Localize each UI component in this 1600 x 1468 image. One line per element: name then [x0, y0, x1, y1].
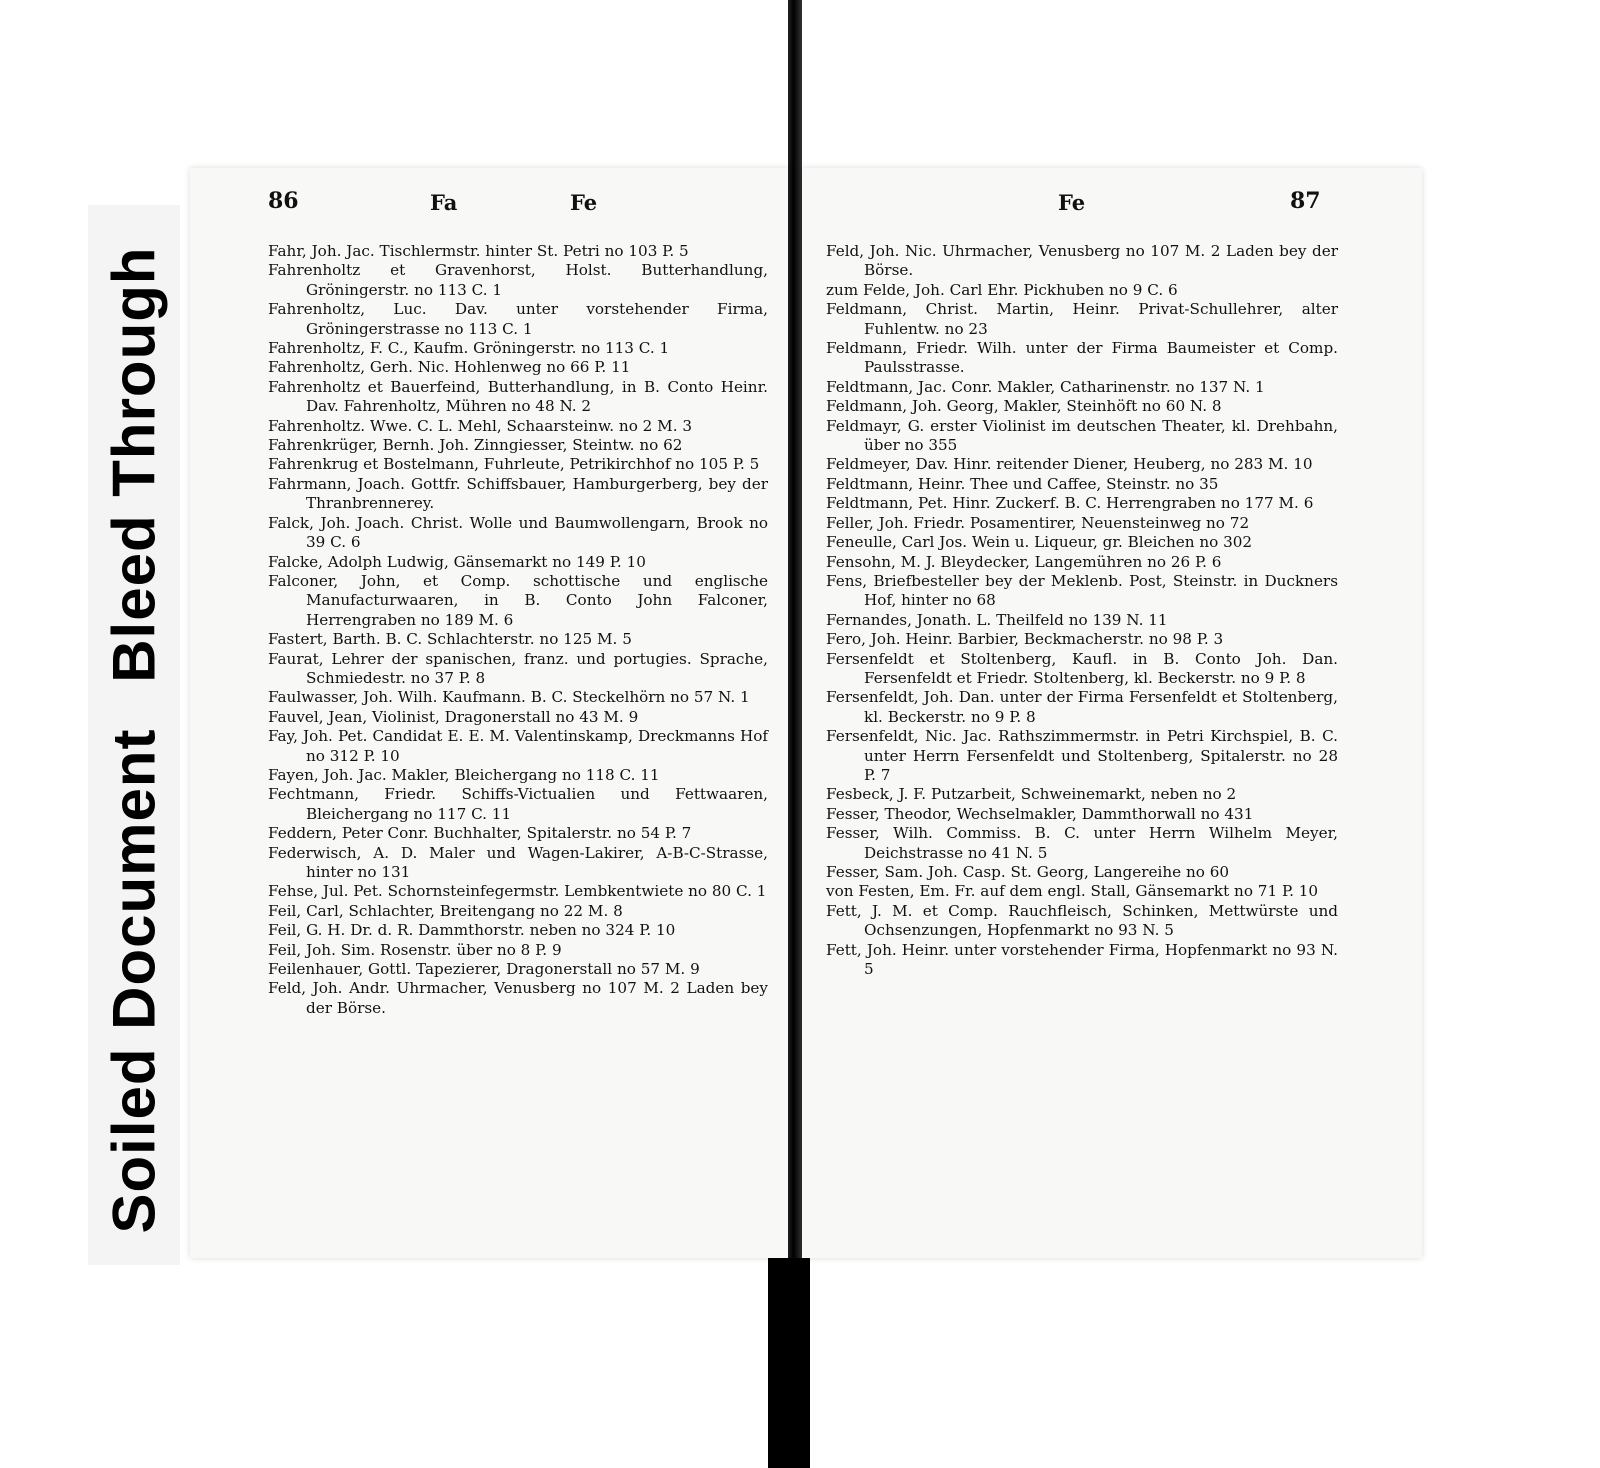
- soiled-document-stamp: [100, 232, 169, 1247]
- directory-entry: Feld, Joh. Andr. Uhrmacher, Venusberg no 107 M. 2 Laden bey der Börse.: [268, 979, 768, 1017]
- directory-entry: Feldmeyer, Dav. Hinr. reitender Diener, Heuberg, no 283 M. 10: [826, 455, 1313, 474]
- directory-entry: Faulwasser, Joh. Wilh. Kaufmann. B. C. Steckelhörn no 57 N. 1: [268, 688, 750, 707]
- directory-entry: Feldmayr, G. erster Violinist im deutschen Theater, kl. Drehbahn, über no 355: [826, 416, 1338, 455]
- directory-entry: Faurat, Lehrer der spanischen, franz. und portugies. Sprache, Schmiedestr. no 37 P. 8: [268, 649, 768, 687]
- directory-entry: Falcke, Adolph Ludwig, Gänsemarkt no 149 P. 10: [268, 552, 646, 571]
- directory-entry: Feil, Joh. Sim. Rosenstr. über no 8 P. 9: [268, 940, 562, 959]
- directory-entry: Fesbeck, J. F. Putzarbeit, Schweinemarkt, neben no 2: [826, 785, 1237, 804]
- directory-entry: Fett, Joh. Heinr. unter vorstehender Firma, Hopfenmarkt no 93 N. 5: [826, 940, 1338, 979]
- directory-entry: Feilenhauer, Gottl. Tapezierer, Dragonerstall no 57 M. 9: [268, 960, 700, 979]
- page-number: 87: [1290, 188, 1321, 214]
- directory-entry: Fersenfeldt et Stoltenberg, Kaufl. in B. Conto Joh. Dan. Fersenfeldt et Friedr. Stoltenberg, kl. Beckerstr. no 9 P. 8: [826, 649, 1338, 687]
- directory-entry: Fahrenholtz, Luc. Dav. unter vorstehender Firma, Gröningerstrasse no 113 C. 1: [268, 300, 768, 338]
- directory-entry: von Festen, Em. Fr. auf dem engl. Stall, Gänsemarkt no 71 P. 10: [826, 882, 1319, 901]
- stamp-line-1: Soiled Document: [100, 728, 168, 1234]
- directory-entry: Fensohn, M. J. Bleydecker, Langemühren no 26 P. 6: [826, 552, 1222, 571]
- directory-entry: Feil, G. H. Dr. d. R. Dammthorstr. neben no 324 P. 10: [268, 921, 676, 940]
- directory-entry: Feller, Joh. Friedr. Posamentirer, Neuensteinweg no 72: [826, 513, 1250, 532]
- directory-entry-list: [826, 242, 1338, 979]
- directory-entry: Federwisch, A. D. Maler und Wagen-Lakirer, A-B-C-Strasse, hinter no 131: [268, 843, 768, 881]
- directory-entry: Fahrmann, Joach. Gottfr. Schiffsbauer, Hamburgerberg, bey der Thranbrennerey.: [268, 474, 768, 513]
- directory-entry: Falck, Joh. Joach. Christ. Wolle und Baumwollengarn, Brook no 39 C. 6: [268, 513, 768, 552]
- directory-entry: Fesser, Sam. Joh. Casp. St. Georg, Langereihe no 60: [826, 863, 1230, 881]
- header-letters: Fe: [1058, 190, 1086, 215]
- directory-entry: Fastert, Barth. B. C. Schlachterstr. no 125 M. 5: [268, 630, 632, 649]
- directory-entry: Fayen, Joh. Jac. Makler, Bleichergang no 118 C. 11: [268, 765, 660, 784]
- directory-entry: Fahrenkrüger, Bernh. Joh. Zinngiesser, Steintw. no 62: [268, 436, 683, 455]
- directory-entry: Feld, Joh. Nic. Uhrmacher, Venusberg no 107 M. 2 Laden bey der Börse.: [826, 242, 1338, 280]
- directory-entry: Fahrenholtz et Gravenhorst, Holst. Butterhandlung, Gröningerstr. no 113 C. 1: [268, 261, 768, 299]
- directory-entry: Fernandes, Jonath. L. Theilfeld no 139 N. 11: [826, 610, 1168, 629]
- directory-entry: Fens, Briefbesteller bey der Meklenb. Post, Steinstr. in Duckners Hof, hinter no 68: [826, 571, 1338, 610]
- directory-entry: Feldtmann, Jac. Conr. Makler, Catharinenstr. no 137 N. 1: [826, 377, 1265, 396]
- directory-entry: Feldtmann, Heinr. Thee und Caffee, Steinstr. no 35: [826, 474, 1219, 493]
- directory-entry: Feneulle, Carl Jos. Wein u. Liqueur, gr. Bleichen no 302: [826, 533, 1253, 552]
- directory-entry: Fahrenholtz, F. C., Kaufm. Gröningerstr. no 113 C. 1: [268, 339, 670, 358]
- directory-entry: Fehse, Jul. Pet. Schornsteinfegermstr. Lembkentwiete no 80 C. 1: [268, 882, 767, 901]
- stamp-line-2: Bleed Through: [100, 246, 168, 683]
- right-page: [802, 168, 1422, 1258]
- directory-entry: Feldmann, Friedr. Wilh. unter der Firma Baumeister et Comp. Paulsstrasse.: [826, 339, 1338, 377]
- directory-entry: Feldtmann, Pet. Hinr. Zuckerf. B. C. Herrengraben no 177 M. 6: [826, 494, 1314, 513]
- directory-entry: Fauvel, Jean, Violinist, Dragonerstall no 43 M. 9: [268, 707, 639, 726]
- left-page-header: [190, 188, 788, 218]
- directory-entry: Fahr, Joh. Jac. Tischlermstr. hinter St. Petri no 103 P. 5: [268, 242, 689, 260]
- directory-entry: Fesser, Theodor, Wechselmakler, Dammthorwall no 431: [826, 804, 1254, 823]
- directory-entry: Fay, Joh. Pet. Candidat E. E. M. Valentinskamp, Dreckmanns Hof no 312 P. 10: [268, 727, 768, 765]
- book-gutter: [788, 0, 802, 1467]
- directory-entry-list: [268, 242, 768, 1018]
- directory-entry: Feldmann, Joh. Georg, Makler, Steinhöft no 60 N. 8: [826, 397, 1222, 416]
- directory-entry: zum Felde, Joh. Carl Ehr. Pickhuben no 9 C. 6: [826, 280, 1178, 299]
- directory-entry: Fersenfeldt, Nic. Jac. Rathszimmermstr. in Petri Kirchspiel, B. C. unter Herrn Fersenfeldt und Stoltenberg, Spitalerstr. no 28 P. 7: [826, 727, 1338, 784]
- right-page-header: [802, 188, 1422, 218]
- directory-entry: Fersenfeldt, Joh. Dan. unter der Firma Fersenfeldt et Stoltenberg, kl. Beckerstr. no 9 P. 8: [826, 688, 1338, 726]
- gutter-shadow: [768, 1258, 810, 1468]
- directory-entry: Fahrenholtz. Wwe. C. L. Mehl, Schaarsteinw. no 2 M. 3: [268, 416, 693, 435]
- header-letters-start: Fa: [430, 190, 458, 215]
- left-page: [190, 168, 788, 1258]
- directory-entry: Falconer, John, et Comp. schottische und englische Manufacturwaaren, in B. Conto John Falconer, Herrengraben no 189 M. 6: [268, 571, 768, 629]
- open-book: [190, 168, 1420, 1273]
- directory-entry: Fett, J. M. et Comp. Rauchfleisch, Schinken, Mettwürste und Ochsenzungen, Hopfenmarkt no 93 N. 5: [826, 901, 1338, 940]
- header-letters-end: Fe: [570, 190, 598, 215]
- directory-entry: Fahrenholtz et Bauerfeind, Butterhandlung, in B. Conto Heinr. Dav. Fahrenholtz, Mühren no 48 N. 2: [268, 377, 768, 416]
- directory-entry: Fero, Joh. Heinr. Barbier, Beckmacherstr. no 98 P. 3: [826, 630, 1224, 649]
- directory-entry: Feddern, Peter Conr. Buchhalter, Spitalerstr. no 54 P. 7: [268, 824, 692, 843]
- directory-entry: Fahrenholtz, Gerh. Nic. Hohlenweg no 66 P. 11: [268, 358, 631, 377]
- directory-entry: Fechtmann, Friedr. Schiffs-Victualien und Fettwaaren, Bleichergang no 117 C. 11: [268, 785, 768, 823]
- page-number: 86: [268, 188, 299, 214]
- directory-entry: Feldmann, Christ. Martin, Heinr. Privat-Schullehrer, alter Fuhlentw. no 23: [826, 300, 1338, 338]
- directory-entry: Fahrenkrug et Bostelmann, Fuhrleute, Petrikirchhof no 105 P. 5: [268, 455, 760, 474]
- directory-entry: Fesser, Wilh. Commiss. B. C. unter Herrn Wilhelm Meyer, Deichstrasse no 41 N. 5: [826, 824, 1338, 862]
- directory-entry: Feil, Carl, Schlachter, Breitengang no 22 M. 8: [268, 901, 623, 920]
